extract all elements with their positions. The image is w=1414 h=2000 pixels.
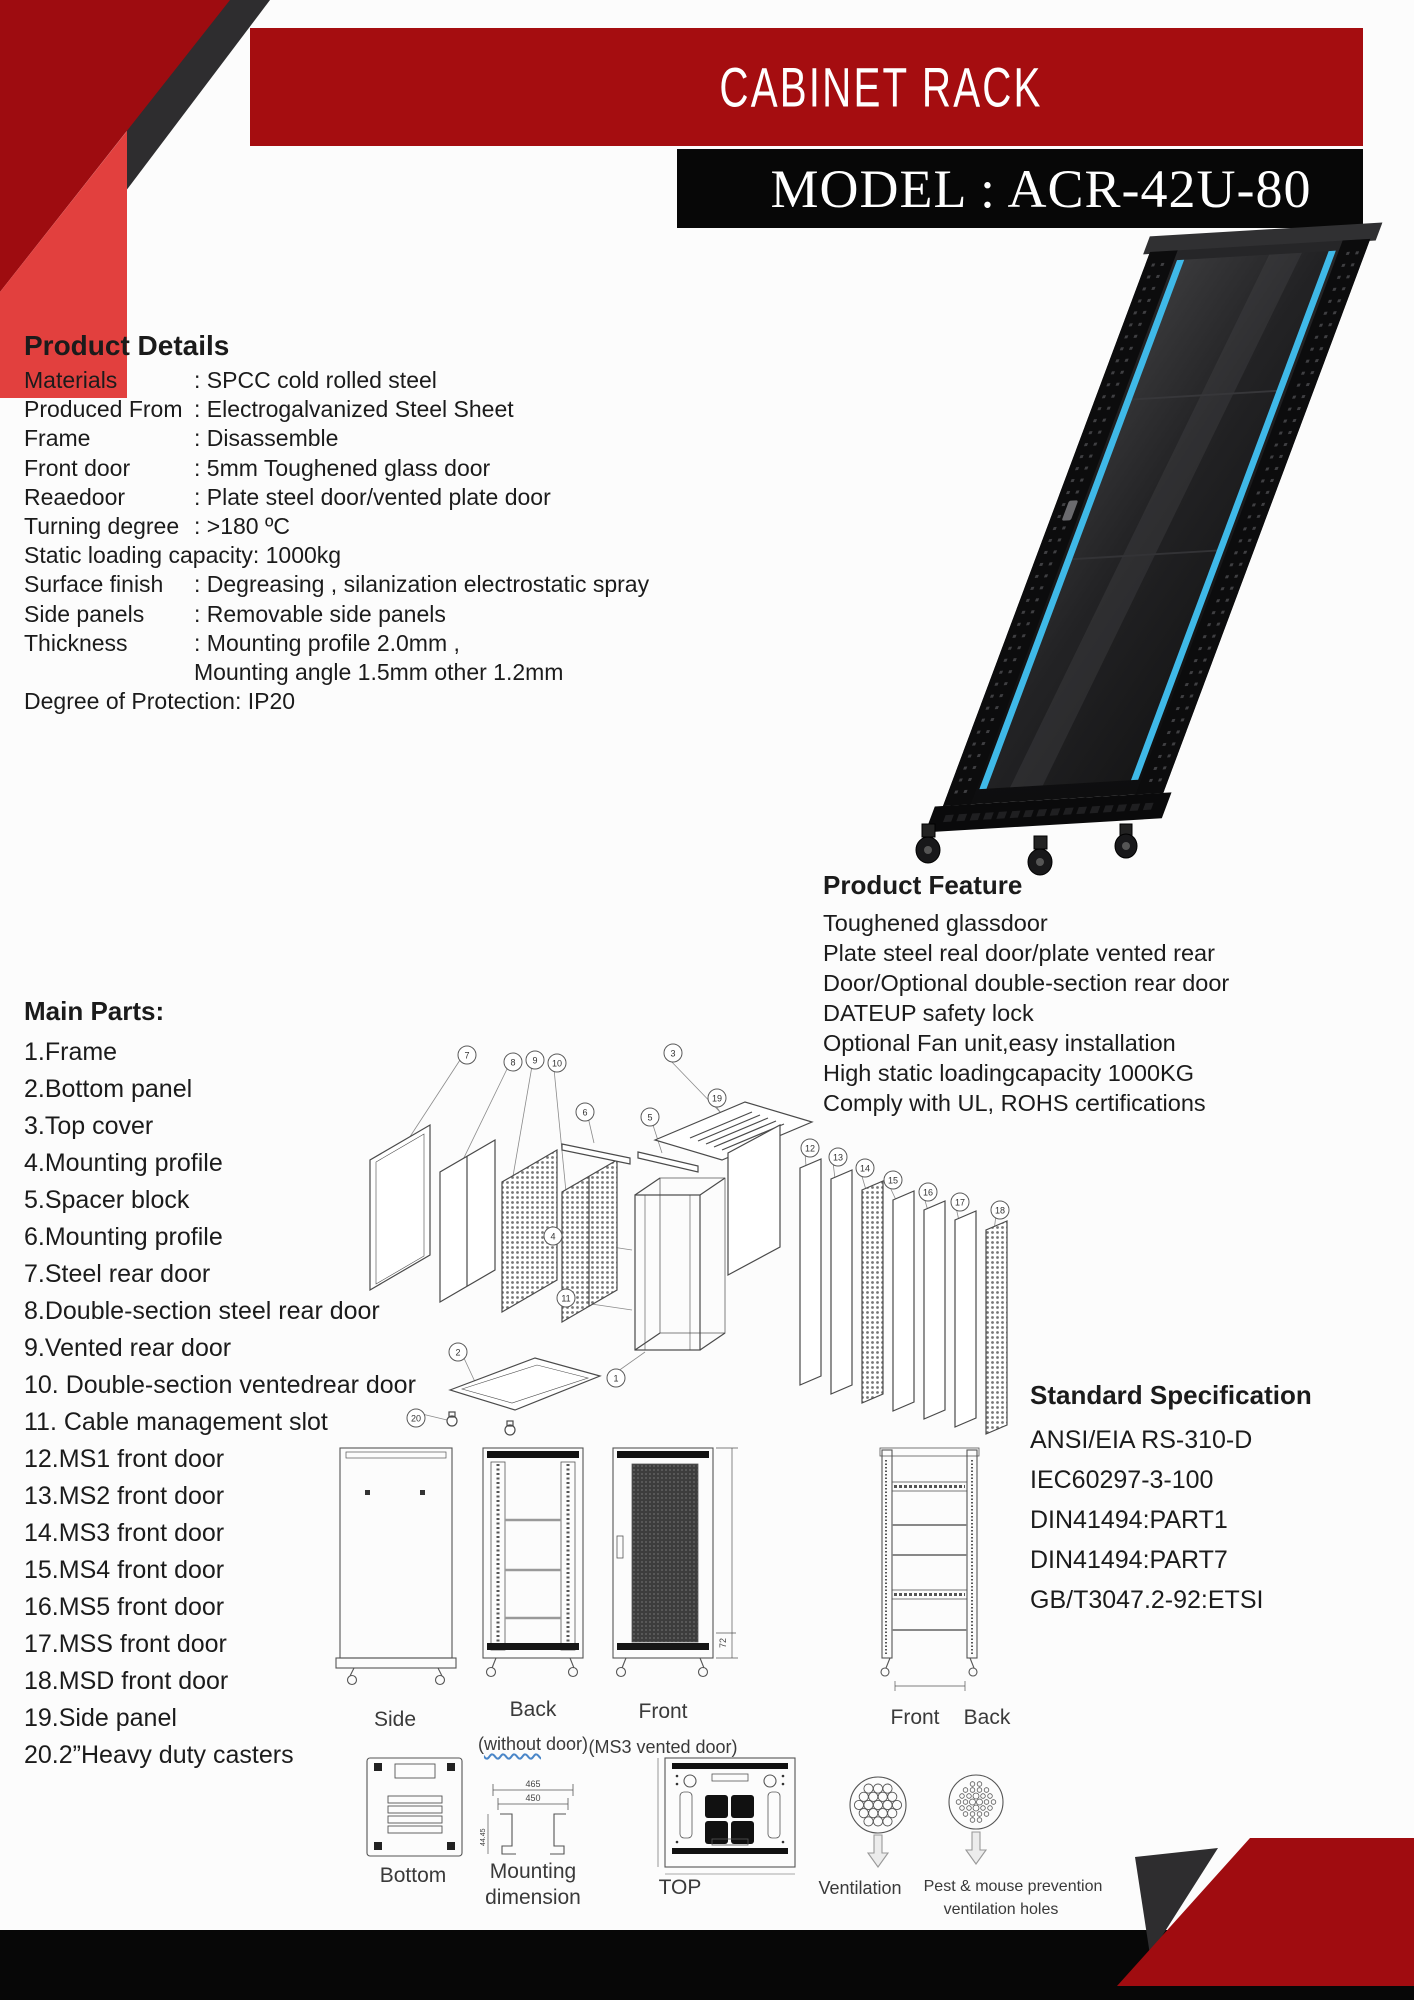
feature-line: Optional Fan unit,easy installation xyxy=(823,1030,1176,1056)
product-photo-cabinet xyxy=(850,190,1390,890)
spec-row: Front door : 5mm Toughened glass door xyxy=(24,454,491,481)
part-callout: 1 xyxy=(607,1369,626,1388)
spec-line: GB/T3047.2-92:ETSI xyxy=(1030,1586,1264,1614)
part-callout: 10 xyxy=(548,1054,567,1073)
part-callout: 18 xyxy=(991,1201,1010,1220)
main-parts-heading: Main Parts: xyxy=(24,996,165,1026)
label-back-view-sub: (without door) xyxy=(477,1734,589,1754)
part-item: 7.Steel rear door xyxy=(24,1260,211,1288)
part-item: 13.MS2 front door xyxy=(24,1482,225,1510)
part-item: 6.Mounting profile xyxy=(24,1223,223,1251)
spec-line: ANSI/EIA RS-310-D xyxy=(1030,1426,1253,1454)
part-callout: 3 xyxy=(664,1044,683,1063)
label-mounting-line1: Mounting xyxy=(489,1860,577,1883)
product-details-heading: Product Details xyxy=(24,330,230,361)
part-item: 16.MS5 front door xyxy=(24,1593,225,1621)
spec-line: DIN41494:PART7 xyxy=(1030,1546,1228,1574)
title-band xyxy=(250,28,1363,146)
spec-row: Produced From : Electrogalvanized Steel Sheet xyxy=(24,396,514,423)
part-item: 5.Spacer block xyxy=(24,1186,190,1214)
part-callout: 9 xyxy=(526,1051,545,1070)
caster-wheels xyxy=(916,824,1137,875)
part-item: 17.MSS front door xyxy=(24,1630,227,1658)
label-back-view: Back xyxy=(509,1698,557,1721)
label-frame-back: Back xyxy=(963,1706,1011,1729)
part-item: 18.MSD front door xyxy=(24,1667,229,1695)
label-mounting-line2: dimension xyxy=(485,1886,581,1909)
spec-row: Frame : Disassemble xyxy=(24,425,339,452)
part-item: 15.MS4 front door xyxy=(24,1556,225,1584)
dim-outer-width: 465 xyxy=(525,1779,541,1789)
detail-views-drawing xyxy=(350,1750,1050,1880)
part-item: 2.Bottom panel xyxy=(24,1075,193,1103)
part-callout: 11 xyxy=(557,1289,576,1308)
dim-inner-width: 450 xyxy=(525,1793,541,1803)
standard-spec-list xyxy=(1030,1420,1370,1620)
feature-line: Comply with UL, ROHS certifications xyxy=(823,1090,1206,1116)
part-item: 1.Frame xyxy=(24,1038,118,1066)
spec-row: Thickness : Mounting profile 2.0mm , xyxy=(24,629,460,656)
part-callout: 4 xyxy=(544,1227,563,1246)
spec-row: Turning degree : >180 ºC xyxy=(24,513,290,540)
part-item: 4.Mounting profile xyxy=(24,1149,223,1177)
label-side-view: Side xyxy=(373,1708,417,1731)
product-details-list xyxy=(24,366,704,716)
part-item: 20.2”Heavy duty casters xyxy=(24,1741,294,1769)
cabinet-views-drawing xyxy=(320,1440,1010,1700)
part-callout: 17 xyxy=(951,1193,970,1212)
label-frame-front: Front xyxy=(890,1706,940,1729)
label-pest-line2: ventilation holes xyxy=(943,1901,1059,1918)
feature-line: Toughened glassdoor xyxy=(823,910,1048,936)
spec-line: DIN41494:PART1 xyxy=(1030,1506,1228,1534)
spec-line: IEC60297-3-100 xyxy=(1030,1466,1214,1494)
spec-row: Degree of Protection: IP20 xyxy=(24,688,296,715)
part-callout: 7 xyxy=(458,1046,477,1065)
spec-row: Reaedoor : Plate steel door/vented plate door xyxy=(24,483,551,510)
dim-base-height: 72 xyxy=(718,1637,728,1648)
dim-bracket-height: 44.45 xyxy=(480,1828,487,1846)
label-ventilation: Ventilation xyxy=(818,1878,902,1898)
label-top-view: TOP xyxy=(658,1876,702,1899)
feature-line: Door/Optional double-section rear door xyxy=(823,970,1230,996)
label-pest-line1: Pest & mouse prevention xyxy=(923,1878,1103,1895)
part-item: 19.Side panel xyxy=(24,1704,177,1732)
spec-row: Surface finish : Degreasing , silanization electrostatic spray xyxy=(24,571,650,598)
part-callout: 14 xyxy=(856,1159,875,1178)
spec-row: Materials : SPCC cold rolled steel xyxy=(24,367,437,393)
part-callout: 20 xyxy=(407,1409,426,1428)
part-callout: 6 xyxy=(576,1103,595,1122)
label-front-view-sub: (MS3 vented door) xyxy=(588,1737,738,1757)
part-item: 9.Vented rear door xyxy=(24,1334,232,1362)
part-callout: 12 xyxy=(801,1139,820,1158)
spec-row: Static loading capacity: 1000kg xyxy=(24,542,342,569)
exploded-diagram-art xyxy=(300,1040,1040,1440)
standard-spec-heading: Standard Specification xyxy=(1030,1380,1312,1410)
part-item: 12.MS1 front door xyxy=(24,1445,225,1473)
part-callout: 13 xyxy=(829,1148,848,1167)
exploded-parts-diagram xyxy=(300,1040,1040,1440)
part-callout: 2 xyxy=(449,1343,468,1362)
product-feature-heading: Product Feature xyxy=(823,870,1023,900)
spec-row: Side panels : Removable side panels xyxy=(24,600,446,627)
label-front-view: Front xyxy=(638,1700,688,1723)
feature-line: Plate steel real door/plate vented rear xyxy=(823,940,1215,966)
part-callout: 19 xyxy=(708,1089,727,1108)
spec-row: Mounting angle 1.5mm other 1.2mm xyxy=(194,659,564,686)
part-item: 8.Double-section steel rear door xyxy=(24,1297,380,1325)
part-callout: 16 xyxy=(919,1183,938,1202)
feature-line: DATEUP safety lock xyxy=(823,1000,1034,1026)
part-item: 11. Cable management slot xyxy=(24,1408,328,1436)
page-title: CABINET RACK xyxy=(719,55,1043,119)
part-callout: 8 xyxy=(504,1053,523,1072)
label-bottom-view: Bottom xyxy=(379,1864,447,1887)
model-number: MODEL : ACR-42U-80 xyxy=(770,158,1312,219)
part-item: 10. Double-section ventedrear door xyxy=(24,1371,416,1399)
part-item: 3.Top cover xyxy=(24,1112,154,1140)
feature-line: High static loadingcapacity 1000KG xyxy=(823,1060,1194,1086)
part-callout: 5 xyxy=(641,1108,660,1127)
part-item: 14.MS3 front door xyxy=(24,1519,225,1547)
part-callout: 15 xyxy=(884,1171,903,1190)
